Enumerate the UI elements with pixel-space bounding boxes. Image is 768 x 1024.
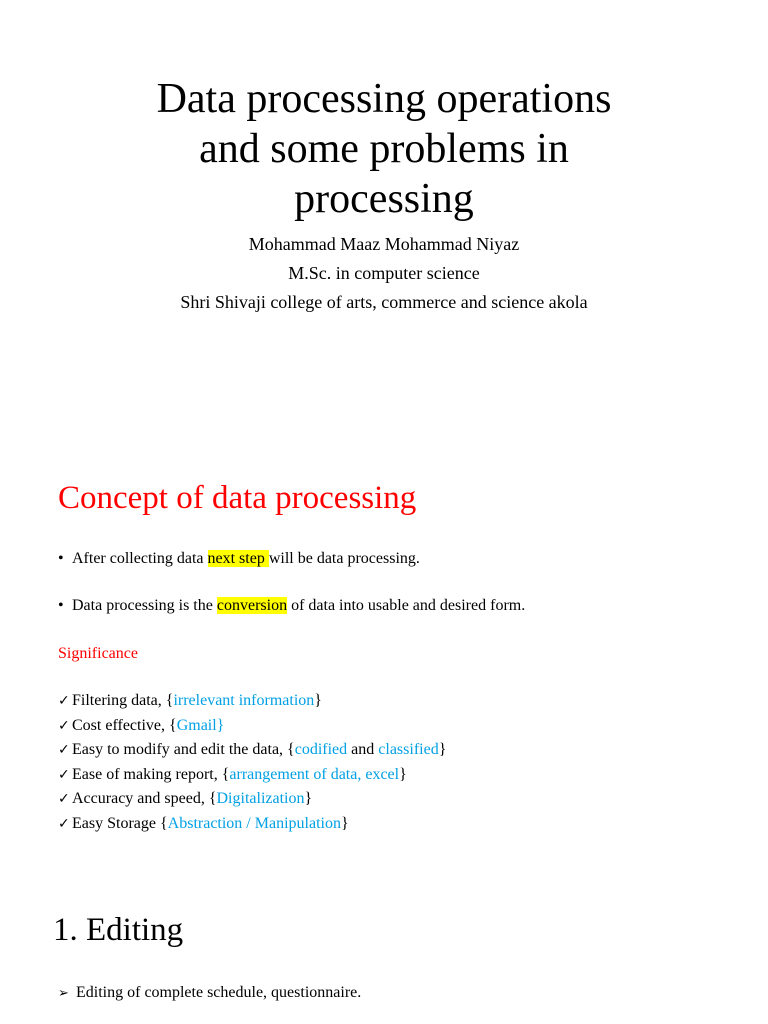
checkmark-icon: ✓	[58, 791, 70, 808]
item-mid-text: and	[347, 741, 379, 759]
item-text: Accuracy and speed, {	[72, 790, 217, 808]
list-item	[58, 787, 446, 812]
concept-bullet-1	[58, 549, 420, 569]
item-highlight-text: Abstraction / Manipulation	[167, 814, 341, 832]
checkmark-icon: ✓	[58, 766, 70, 783]
checkmark-icon: ✓	[58, 717, 70, 734]
editing-item-text: Editing of complete schedule, questionnaire.	[76, 984, 362, 1001]
significance-list	[58, 689, 446, 837]
bullet-dot: •	[58, 550, 64, 567]
item-highlight-text: classified	[378, 741, 439, 759]
concept-heading: Concept of data processing	[58, 480, 417, 516]
list-item	[58, 689, 446, 714]
item-text: Cost effective, {	[72, 716, 177, 734]
bullet-text: will be data processing.	[268, 550, 420, 567]
item-highlight-text: arrangement of data, excel	[229, 765, 400, 783]
author-college: Shri Shivaji college of arts, commerce and science akola	[180, 292, 588, 312]
bullet-dot: •	[58, 597, 64, 614]
main-title-line-2: and some problems in	[199, 126, 569, 172]
bullet-text: After collecting data	[72, 550, 208, 567]
item-highlight-text: codified	[294, 741, 348, 759]
main-title	[0, 74, 768, 224]
concept-bullet-2	[58, 596, 525, 616]
highlighted-text: conversion	[216, 597, 288, 614]
bullet-text: Data processing is the	[72, 597, 217, 614]
list-item	[58, 763, 446, 788]
item-text: Easy Storage {	[72, 814, 168, 832]
list-item	[58, 714, 446, 739]
list-item	[58, 812, 446, 837]
highlighted-text: next step	[207, 550, 269, 567]
item-text: Ease of making report, {	[72, 765, 230, 783]
item-tail: }	[438, 741, 447, 759]
list-item	[58, 738, 446, 763]
bullet-text: of data into usable and desired form.	[287, 597, 526, 614]
item-highlight-text: Digitalization	[216, 790, 305, 808]
item-tail: }	[314, 692, 322, 709]
item-text: Easy to modify and edit the data, {	[72, 741, 295, 759]
title-block	[0, 74, 768, 317]
item-text: Filtering data, {	[72, 692, 174, 709]
author-degree: M.Sc. in computer science	[288, 263, 480, 283]
main-title-line-3: processing	[294, 176, 474, 222]
checkmark-icon: ✓	[58, 742, 70, 759]
item-highlight-text: irrelevant information	[173, 692, 315, 709]
item-highlight-text: Gmail}	[176, 716, 225, 734]
main-title-line-1: Data processing operations	[156, 76, 612, 122]
item-tail: }	[399, 765, 407, 783]
editing-heading: 1. Editing	[53, 912, 184, 948]
item-tail: }	[304, 790, 313, 808]
author-name: Mohammad Maaz Mohammad Niyaz	[248, 234, 520, 254]
editing-list-item	[58, 983, 361, 1004]
checkmark-icon: ✓	[58, 693, 70, 709]
checkmark-icon: ✓	[58, 815, 70, 832]
item-tail: }	[340, 814, 349, 832]
significance-label: Significance	[58, 645, 138, 662]
arrow-bullet-icon: ➢	[58, 986, 69, 1001]
